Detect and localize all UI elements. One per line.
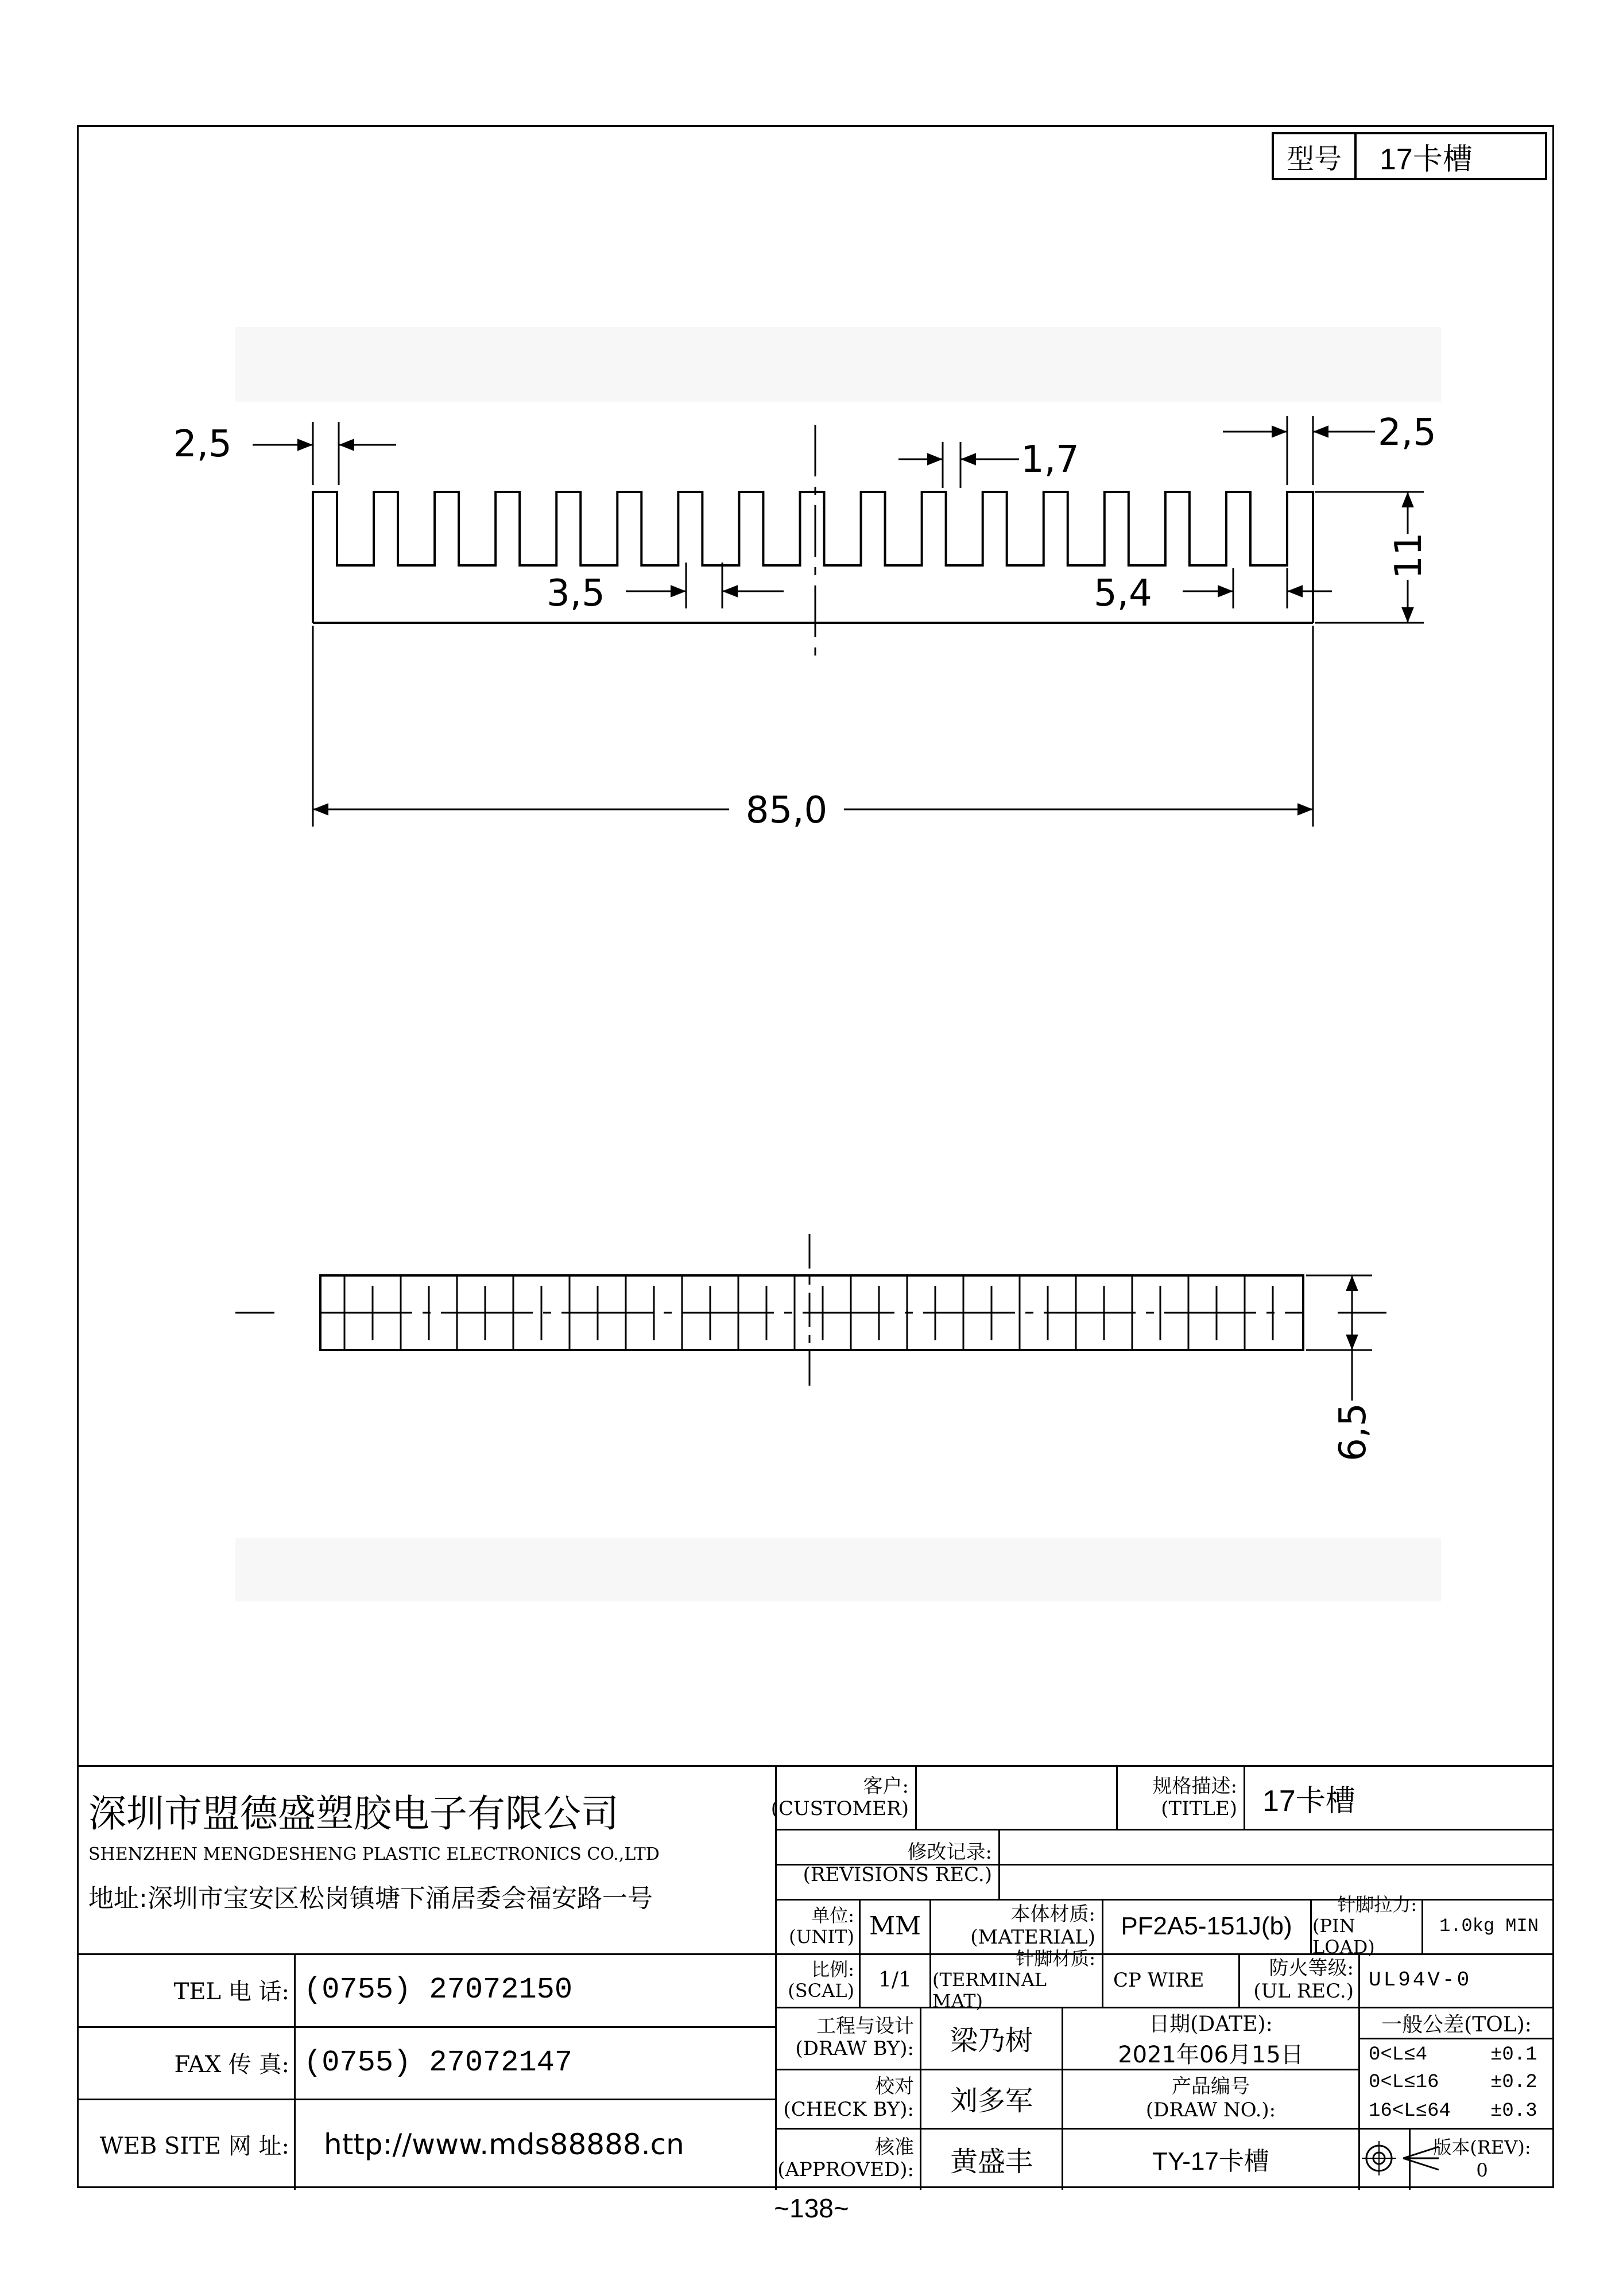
- dim-right-pin-text: 2,5: [1378, 412, 1436, 454]
- scan-smudge-bottom: [235, 1538, 1441, 1601]
- tel-label: TEL 电 话:: [173, 1979, 289, 2005]
- model-label: 型号: [1274, 134, 1357, 178]
- title-label: 规格描述: (TITLE): [1152, 1774, 1237, 1820]
- revisions-row-1[interactable]: [1001, 1829, 1552, 1864]
- approved-value: 黄盛丰: [950, 2145, 1033, 2178]
- check-by-label: 校对 (CHECK BY):: [783, 2075, 914, 2121]
- unit-label: 单位: (UNIT): [789, 1904, 854, 1948]
- dim-left-pin: [173, 422, 396, 485]
- pin-load-label: 针脚拉力: (PIN LOAD): [1312, 1894, 1417, 1958]
- page-number: ~138~: [774, 2193, 849, 2223]
- fax-label: FAX 传 真:: [174, 2051, 289, 2078]
- tol-value-2: ±0.2: [1490, 2072, 1537, 2093]
- dim-height: [1315, 492, 1430, 623]
- title-block: [77, 1765, 1554, 2188]
- scale-label: 比例: (SCAL): [788, 1958, 854, 2002]
- model-value: 17卡槽: [1380, 142, 1473, 176]
- dim-gap: [547, 563, 784, 615]
- web-value[interactable]: http://www.mds88888.cn: [324, 2127, 684, 2161]
- ul-value: UL94V-0: [1369, 1968, 1472, 1992]
- dim-left-pin-text: 2,5: [173, 423, 232, 466]
- rev-number: 版本(REV): 0: [1433, 2136, 1531, 2181]
- dim-pin-width-text: 1,7: [1021, 439, 1079, 481]
- tol-value-3: ±0.3: [1490, 2100, 1537, 2122]
- customer-value[interactable]: [918, 1767, 1113, 1829]
- date-value: 2021年06月15日: [1118, 2041, 1304, 2068]
- tol-range-2: 0<L≤16: [1369, 2072, 1439, 2093]
- dim-thickness: [1306, 1275, 1374, 1461]
- dim-length-text: 85,0: [745, 789, 828, 832]
- tel-value: (0755) 27072150: [304, 1973, 573, 2007]
- dim-height-text: 11: [1388, 532, 1430, 579]
- draw-by-label: 工程与设计 (DRAW BY):: [795, 2014, 914, 2060]
- unit-value: MM: [869, 1911, 921, 1941]
- company-address: 地址:深圳市宝安区松岗镇塘下涌居委会福安路一号: [88, 1884, 653, 1913]
- scale-value: 1/1: [878, 1968, 912, 1992]
- pin-load-value: 1.0kg MIN: [1439, 1915, 1539, 1937]
- dim-gap-text: 3,5: [547, 572, 605, 615]
- tol-range-3: 16<L≤64: [1369, 2100, 1451, 2122]
- check-by-value: 刘多军: [950, 2085, 1033, 2117]
- draw-no-value: TY-17卡槽: [1152, 2147, 1269, 2175]
- customer-label: 客户: (CUSTOMER): [770, 1774, 909, 1820]
- side-view: [235, 1234, 1386, 1389]
- revisions-row-2[interactable]: [1001, 1864, 1552, 1899]
- terminal-value: CP WIRE: [1113, 1968, 1204, 1992]
- dim-thickness-text: 6,5: [1332, 1403, 1374, 1461]
- ul-label: 防火等级: (UL REC.): [1253, 1957, 1354, 2003]
- dim-pin-width: [898, 439, 1079, 488]
- dim-right-pin: [1223, 412, 1436, 485]
- scan-smudge-top: [235, 327, 1441, 402]
- tol-title: 一般公差(TOL):: [1381, 2012, 1532, 2037]
- tol-range-1: 0<L≤4: [1369, 2044, 1428, 2066]
- draw-no-label: 产品编号 (DRAW NO.):: [1145, 2074, 1276, 2122]
- company-name-en: SHENZHEN MENGDESHENG PLASTIC ELECTRONICS CO.,LTD: [88, 1844, 660, 1864]
- fax-value: (0755) 27072147: [304, 2045, 573, 2080]
- date-label: 日期(DATE):: [1149, 2012, 1273, 2036]
- tol-value-1: ±0.1: [1490, 2044, 1537, 2066]
- dim-length: [313, 626, 1313, 832]
- material-label: 本体材质: (MATERIAL): [970, 1903, 1095, 1949]
- dim-end-gap: [1094, 568, 1332, 615]
- material-value: PF2A5-151J(b): [1121, 1911, 1292, 1940]
- approved-label: 核准 (APPROVED):: [777, 2135, 914, 2181]
- company-name-cn: 深圳市盟德盛塑胶电子有限公司: [88, 1791, 619, 1836]
- draw-by-value: 梁乃树: [950, 2024, 1033, 2057]
- terminal-label: 针脚材质: (TERMINAL MAT): [932, 1948, 1095, 2012]
- title-value: 17卡槽: [1262, 1784, 1355, 1818]
- projection-symbol-icon: [1361, 2128, 1408, 2190]
- revisions-label: 修改记录: (REVISIONS REC.): [803, 1840, 992, 1886]
- web-label: WEB SITE 网 址:: [99, 2133, 289, 2159]
- comb-outline: [313, 492, 1313, 623]
- dim-end-gap-text: 5,4: [1094, 572, 1152, 615]
